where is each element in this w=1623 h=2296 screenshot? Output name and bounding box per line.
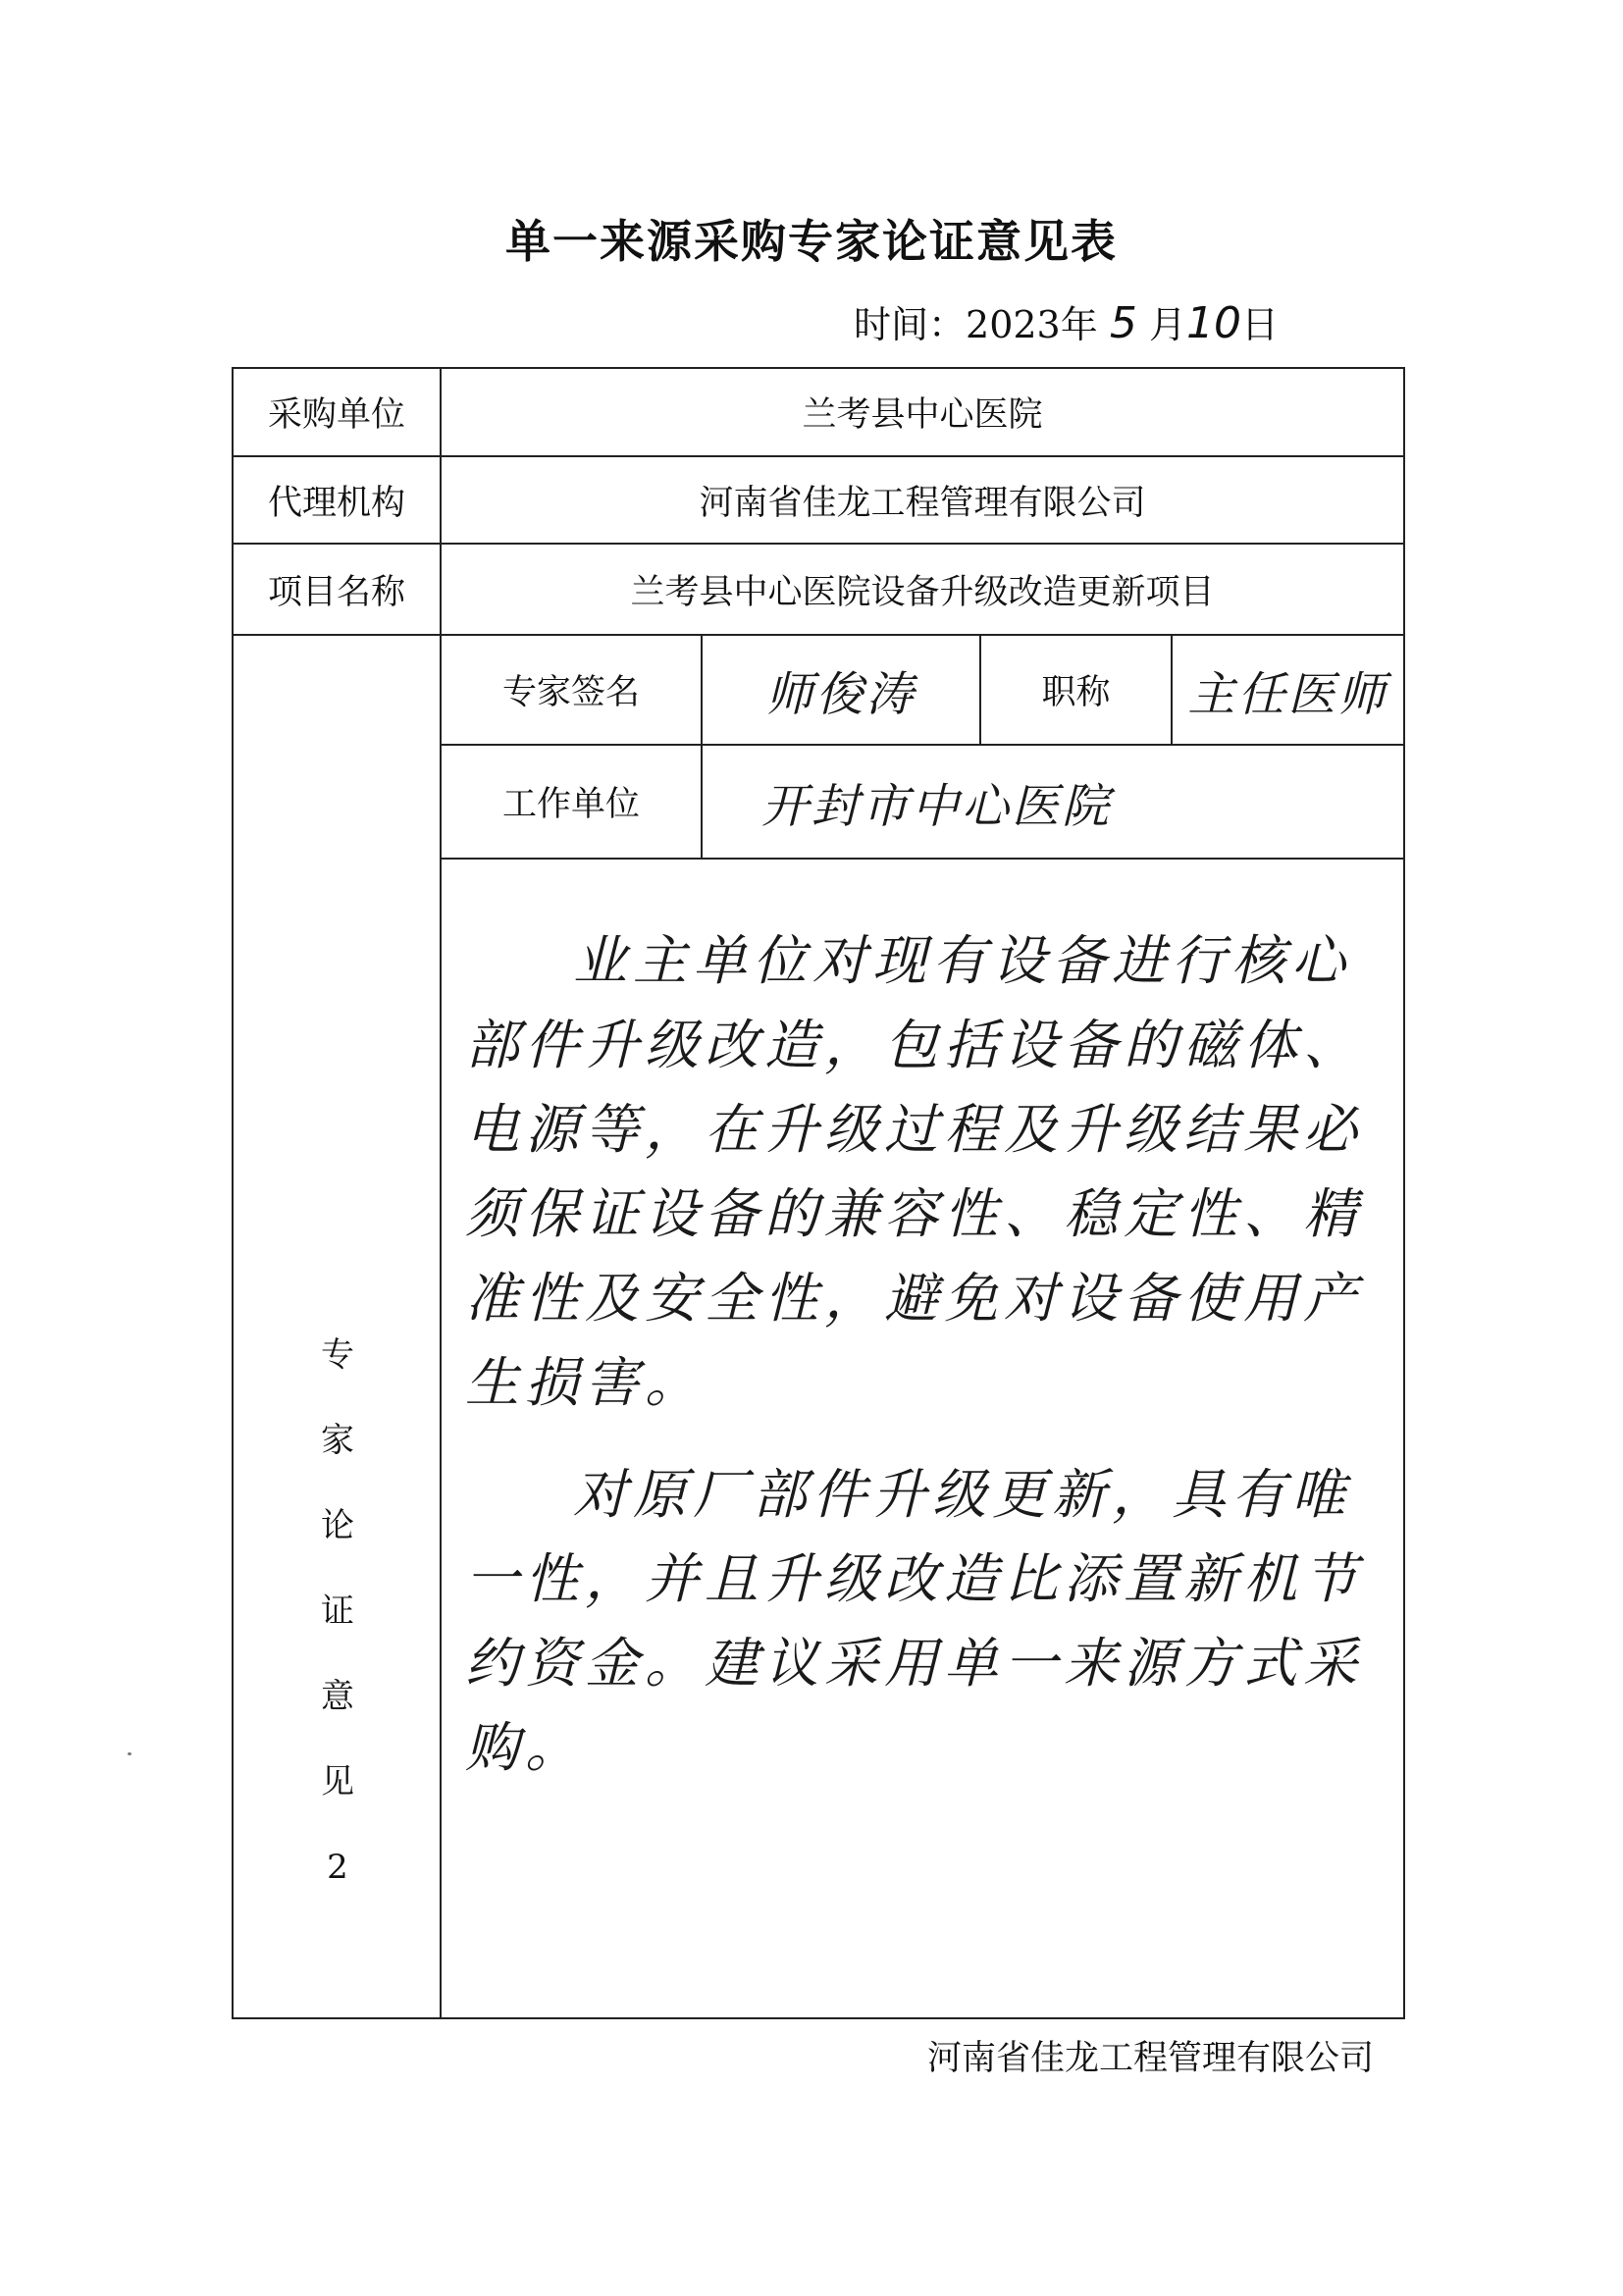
- date-year: 2023: [966, 303, 1061, 346]
- signature-value: 师俊涛: [703, 636, 981, 744]
- opinion-form-table: [232, 367, 1405, 2019]
- expert-opinion-vertical-label: [234, 1313, 442, 1910]
- scan-speck: [128, 1752, 131, 1755]
- title-value: 主任医师: [1187, 666, 1388, 722]
- label-char: 证: [321, 1592, 354, 1631]
- opinion-paragraph: 对原厂部件升级更新，具有唯一性，并且升级改造比添置新机节约资金。建议采用单一来源方式采购。: [465, 1463, 1364, 1779]
- purchaser-label: 采购单位: [234, 369, 442, 455]
- label-char: 意: [321, 1677, 354, 1716]
- date-line: [854, 294, 1279, 348]
- date-day-unit: 日: [1240, 303, 1279, 346]
- row-project-name: [234, 545, 1403, 636]
- label-char: 2: [327, 1848, 348, 1887]
- agency-label: 代理机构: [234, 457, 442, 543]
- agency-value: 河南省佳龙工程管理有限公司: [699, 483, 1146, 523]
- label-char: 论: [321, 1506, 354, 1545]
- row-expert-signature: [442, 636, 1403, 746]
- purchaser-value: 兰考县中心医院: [802, 395, 1043, 435]
- signature-label: 专家签名: [442, 636, 703, 744]
- project-name-value: 兰考县中心医院设备升级改造更新项目: [630, 572, 1215, 612]
- title-label: 职称: [981, 636, 1173, 744]
- date-month-unit: 月: [1148, 303, 1186, 346]
- row-purchaser: [234, 369, 1403, 457]
- expert-opinion-text: [465, 918, 1387, 1790]
- date-day: 10: [1185, 298, 1241, 348]
- label-char: 家: [321, 1421, 354, 1460]
- opinion-paragraph: 业主单位对现有设备进行核心部件升级改造，包括设备的磁体、电源等，在升级过程及升级结果必须保证设备的兼容性、稳定性、精准性及安全性，避免对设备使用产生损害。: [465, 929, 1364, 1414]
- footer-company: 河南省佳龙工程管理有限公司: [926, 2039, 1374, 2078]
- row-agency: [234, 457, 1403, 545]
- date-year-unit: 年: [1060, 303, 1098, 346]
- work-unit-label: 工作单位: [442, 746, 703, 858]
- label-char: 见: [321, 1762, 354, 1801]
- row-work-unit: [442, 746, 1403, 860]
- document-title: 单一来源采购专家论证意见表: [505, 215, 1118, 268]
- work-unit-value: 开封市中心医院: [761, 778, 1113, 834]
- date-prefix: 时间：: [854, 303, 967, 346]
- date-month: 5: [1109, 298, 1137, 348]
- expert-opinion-label-column: [234, 636, 442, 2017]
- project-name-label: 项目名称: [234, 545, 442, 634]
- label-char: 专: [321, 1335, 354, 1375]
